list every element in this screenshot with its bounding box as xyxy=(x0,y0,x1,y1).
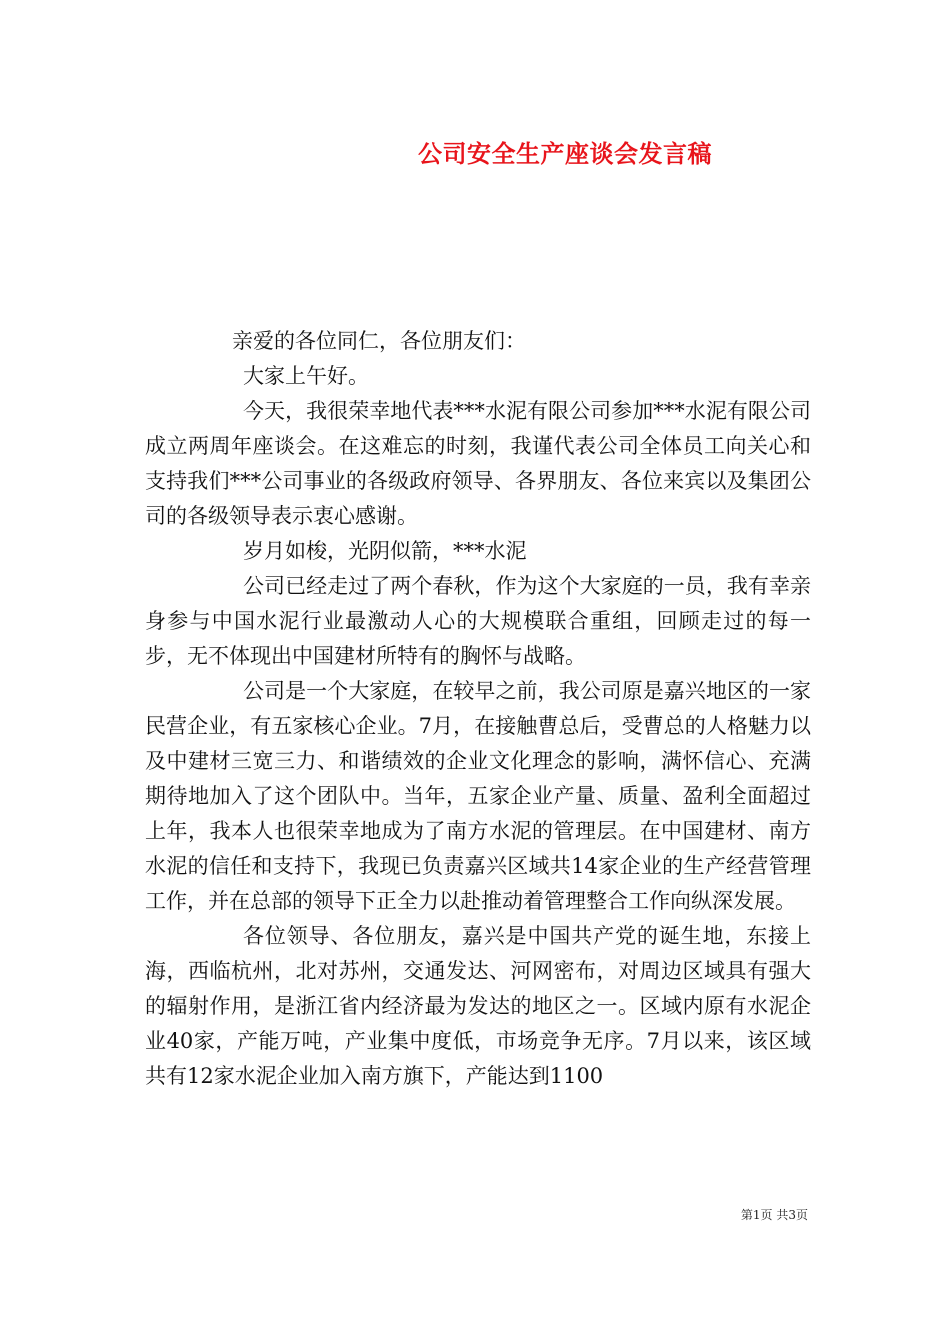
paragraph-intro: 今天，我很荣幸地代表***水泥有限公司参加***水泥有限公司成立两周年座谈会。在这难忘的时刻，我谨代表公司全体员工向关心和支持我们***公司事业的各级政府领导、各界朋友、各位来宾以及集团公司的各级领导表示衷心感谢。 xyxy=(145,399,811,528)
page-number-footer: 第1页 共3页 xyxy=(740,1208,808,1222)
salutation: 亲爱的各位同仁，各位朋友们： xyxy=(232,329,526,353)
document-body xyxy=(145,324,811,1094)
paragraph-greeting: 大家上午好。 xyxy=(243,364,369,388)
paragraph-time: 岁月如梭，光阴似箭，***水泥 xyxy=(243,539,527,563)
paragraph-company: 公司是一个大家庭，在较早之前，我公司原是嘉兴地区的一家民营企业，有五家核心企业。7月，在接触曹总后，受曹总的人格魅力以及中建材三宽三力、和谐绩效的企业文化理念的影响，满怀信心、充满期待地加入了这个团队中。当年，五家企业产量、质量、盈利全面超过上年，我本人也很荣幸地成为了南方水泥的管理层。在中国建材、南方水泥的信任和支持下，我现已负责嘉兴区域共14家企业的生产经营管理工作，并在总部的领导下正全力以赴推动着管理整合工作向纵深发展。 xyxy=(145,679,811,913)
document-title: 公司安全生产座谈会发言稿 xyxy=(418,139,712,168)
paragraph-history: 公司已经走过了两个春秋，作为这个大家庭的一员，我有幸亲身参与中国水泥行业最激动人心的大规模联合重组，回顾走过的每一步，无不体现出中国建材所特有的胸怀与战略。 xyxy=(145,574,811,668)
paragraph-region: 各位领导、各位朋友，嘉兴是中国共产党的诞生地，东接上海，西临杭州，北对苏州，交通发达、河网密布，对周边区域具有强大的辐射作用，是浙江省内经济最为发达的地区之一。区域内原有水泥企业40家，产能万吨，产业集中度低，市场竞争无序。7月以来，该区域共有12家水泥企业加入南方旗下，产能达到1100 xyxy=(145,924,811,1088)
